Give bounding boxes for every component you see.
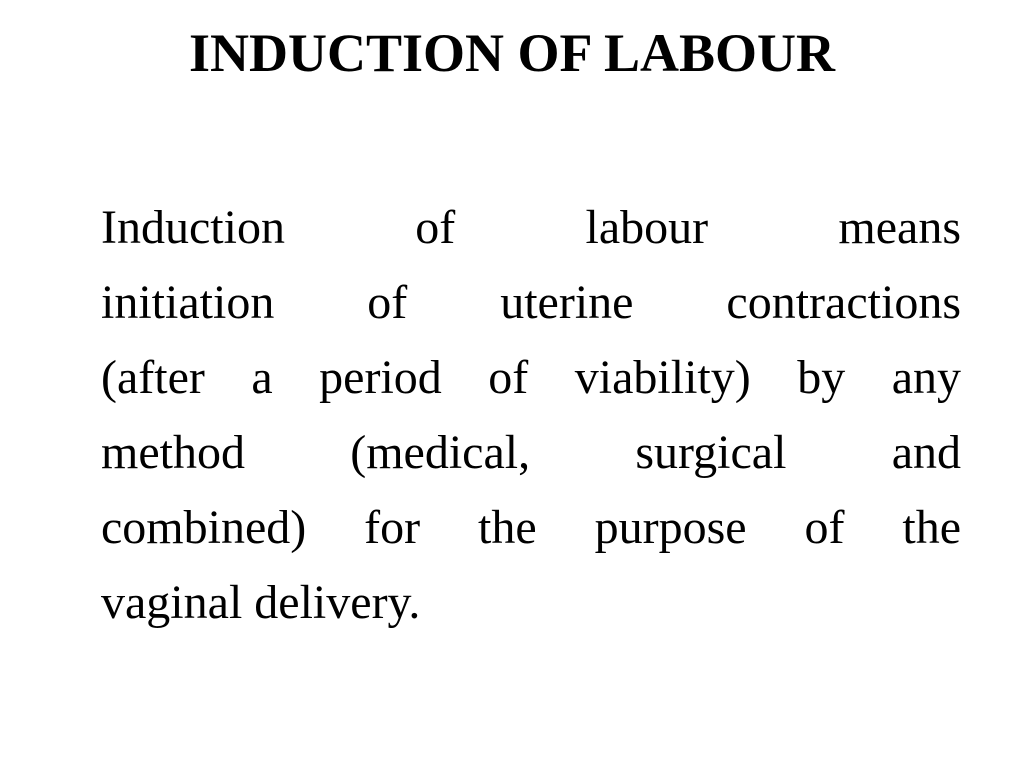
body-line: Induction of labour means [101, 201, 961, 254]
body-line: vaginal delivery. [101, 576, 421, 629]
slide-body-text [101, 190, 961, 640]
slide-title: INDUCTION OF LABOUR [188, 23, 836, 83]
body-line: initiation of uterine contractions [101, 276, 961, 329]
body-line: combined) for the purpose of the [101, 501, 961, 554]
body-line: (after a period of viability) by any [101, 351, 961, 404]
body-line: method (medical, surgical and [101, 426, 961, 479]
